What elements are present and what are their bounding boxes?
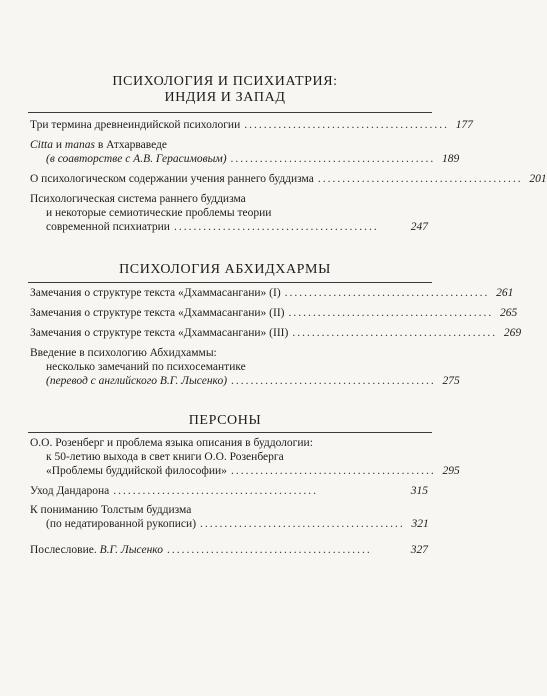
page-number: 177: [455, 119, 473, 131]
entry-title: Замечания о структуре текста «Дхаммасангани» (III): [30, 327, 289, 339]
entry-coauthor: (в соавторстве с А.В. Герасимовым): [46, 153, 227, 165]
leader-dots: ..........................................: [231, 375, 436, 387]
entry-title-line: «Проблемы буддийской философии»: [46, 465, 227, 477]
toc-entry[interactable]: [30, 543, 430, 557]
entry-title-line: несколько замечаний по психосемантике: [46, 361, 246, 373]
page-number: 189: [442, 153, 460, 165]
divider: [28, 432, 432, 433]
entry-term-citta: Citta: [30, 139, 54, 151]
entry-text: Послесловие.: [30, 544, 100, 556]
entry-title: Уход Дандарона: [30, 485, 110, 497]
entry-title: Замечания о структуре текста «Дхаммасангани» (II): [30, 307, 285, 319]
page-number: 295: [442, 465, 460, 477]
leader-dots: ..........................................: [166, 544, 372, 556]
toc-entry[interactable]: [30, 484, 430, 498]
entry-title-line: К пониманию Толстым буддизма: [30, 504, 192, 516]
section-title-psychology-psychiatry: [0, 74, 450, 106]
page-number: 275: [442, 375, 460, 387]
entry-title-line: О.О. Розенберг и проблема языка описания в буддологии:: [30, 437, 313, 449]
entry-title-line: Введение в психологию Абхидхаммы:: [30, 347, 217, 359]
entry-term-manas: manas: [64, 139, 95, 151]
entry-title-line: к 50-летию выхода в свет книги О.О. Розенберга: [46, 451, 284, 463]
entry-title-line: (по недатированной рукописи): [46, 518, 197, 530]
toc-entry[interactable]: [30, 118, 473, 132]
toc-entry[interactable]: [30, 436, 460, 478]
toc-entry[interactable]: [30, 346, 460, 388]
entry-author: В.Г. Лысенко: [99, 544, 163, 556]
leader-dots: ..........................................: [230, 465, 436, 477]
page-number: 315: [410, 485, 428, 497]
entry-title: О психологическом содержании учения раннего буддизма: [30, 173, 314, 185]
entry-text: и: [53, 139, 65, 151]
leader-dots: ..........................................: [200, 518, 405, 530]
entry-title: [30, 543, 163, 557]
leader-dots: ..........................................: [113, 485, 319, 497]
toc-entry[interactable]: [30, 138, 460, 166]
entry-title-line: современной психиатрии: [46, 221, 170, 233]
leader-dots: ..........................................: [230, 153, 436, 165]
leader-dots: ..........................................: [244, 119, 449, 131]
toc-entry[interactable]: [30, 286, 514, 300]
leader-dots: ..........................................: [173, 221, 379, 233]
leader-dots: ..........................................: [317, 173, 523, 185]
page-number: 321: [411, 518, 429, 530]
entry-translator: (перевод с английского В.Г. Лысенко): [46, 375, 228, 387]
toc-entry[interactable]: [30, 306, 518, 320]
section-title-line: ИНДИЯ И ЗАПАД: [164, 90, 286, 105]
page-number: 269: [503, 327, 522, 339]
page-number: 247: [410, 221, 428, 233]
page-number: 265: [500, 307, 518, 319]
toc-entry[interactable]: [30, 192, 430, 234]
toc-entry[interactable]: [30, 326, 522, 340]
section-title-line: ПСИХОЛОГИЯ И ПСИХИАТРИЯ:: [112, 74, 338, 89]
entry-title-line: и некоторые семиотические проблемы теории: [46, 207, 272, 219]
entry-title: Замечания о структуре текста «Дхаммасангани» (I): [30, 287, 281, 299]
section-title-persons: [0, 413, 450, 429]
page-number: 261: [496, 287, 514, 299]
divider: [28, 282, 432, 283]
entry-title: Три термина древнеиндийской психологии: [30, 119, 241, 131]
section-title-line: ПСИХОЛОГИЯ АБХИДХАРМЫ: [119, 262, 331, 277]
section-title-line: ПЕРСОНЫ: [188, 413, 262, 428]
entry-text: в Атхарваведе: [94, 139, 167, 151]
page-number: 201: [529, 173, 547, 185]
entry-title-line: [30, 138, 430, 152]
leader-dots: ..........................................: [288, 307, 494, 319]
leader-dots: ..........................................: [284, 287, 490, 299]
divider: [28, 112, 432, 113]
entry-title-line: Психологическая система раннего буддизма: [30, 193, 246, 205]
toc-entry[interactable]: [30, 503, 430, 531]
section-title-abhidharma: [0, 262, 450, 278]
toc-entry[interactable]: [30, 172, 547, 186]
leader-dots: ..........................................: [292, 327, 498, 339]
page-number: 327: [410, 544, 428, 556]
